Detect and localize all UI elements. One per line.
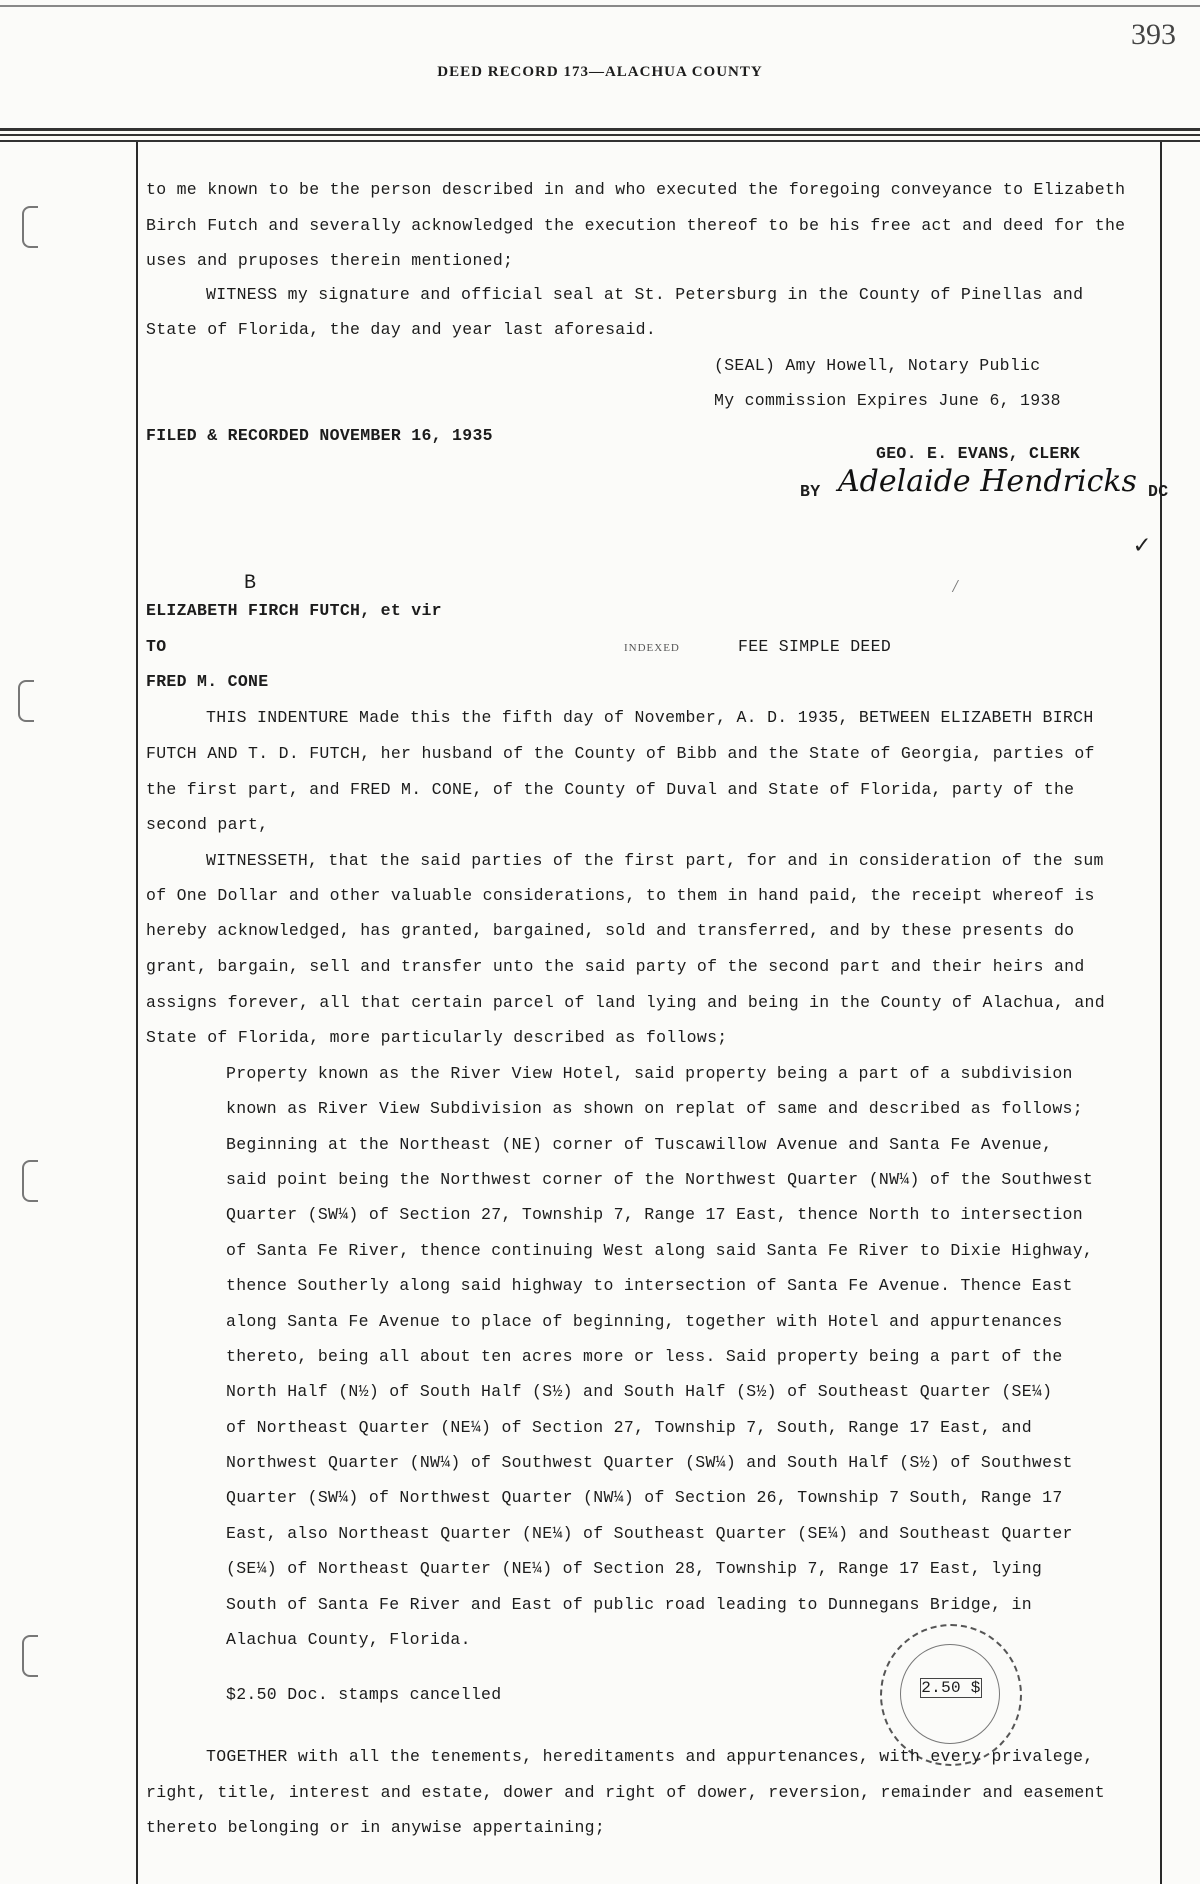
page-number: 393 [1131, 18, 1176, 51]
property-line: thereto, being all about ten acres more or less. Said property being a part of the [226, 1347, 1063, 1366]
page-title: DEED RECORD 173—ALACHUA COUNTY [437, 64, 763, 80]
deed-type: FEE SIMPLE DEED [738, 637, 892, 656]
indexed-stamp: INDEXED [624, 642, 680, 654]
witnesseth-line: State of Florida, more particularly described as follows; [146, 1028, 728, 1047]
commission-expiry-line: My commission Expires June 6, 1938 [714, 391, 1061, 410]
clerk-name: GEO. E. EVANS, CLERK [876, 444, 1081, 463]
indenture-line: second part, [146, 815, 269, 834]
property-line: Northwest Quarter (NW¼) of Southwest Quarter (SW¼) and South Half (S½) of Southwest [226, 1453, 1073, 1472]
seal-stamp-value: 2.50 $ [921, 1679, 981, 1697]
together-line: right, title, interest and estate, dower and right of dower, reversion, remainder and easement [146, 1783, 1105, 1802]
grantor-name: ELIZABETH FIRCH FUTCH, et vir [146, 601, 442, 620]
check-mark-icon: ✓ [1134, 531, 1150, 561]
acknowledgment-line: to me known to be the person described in and who executed the foregoing conveyance to Elizabeth [146, 180, 1126, 199]
header-rule-top [0, 128, 1200, 131]
pencil-mark-icon: ⁄ [950, 578, 961, 598]
doc-stamps-line: $2.50 Doc. stamps cancelled [226, 1685, 502, 1704]
property-line: Quarter (SW¼) of Northwest Quarter (NW¼) of Section 26, Township 7 South, Range 17 [226, 1488, 1063, 1507]
header-rule-bottom [0, 140, 1200, 142]
top-edge-line [0, 5, 1200, 7]
property-line: said point being the Northwest corner of the Northwest Quarter (NW¼) of the Southwest [226, 1170, 1094, 1189]
binder-hole [22, 1160, 38, 1202]
handwritten-correction: B [244, 572, 257, 595]
property-line: of Northeast Quarter (NE¼) of Section 27, Township 7, South, Range 17 East, and [226, 1418, 1032, 1437]
by-label: BY [800, 482, 821, 501]
notary-seal-line: (SEAL) Amy Howell, Notary Public [714, 356, 1041, 375]
property-line: Quarter (SW¼) of Section 27, Township 7, Range 17 East, thence North to intersection [226, 1205, 1083, 1224]
to-label: TO [146, 637, 167, 656]
together-line: TOGETHER with all the tenements, hereditaments and appurtenances, with every privalege, [206, 1747, 1094, 1766]
left-margin-line [136, 142, 138, 1884]
witnesseth-line: WITNESSETH, that the said parties of the first part, for and in consideration of the sum [206, 851, 1104, 870]
deputy-clerk-signature: Adelaide Hendricks [838, 464, 1137, 499]
indenture-line: THIS INDENTURE Made this the fifth day of November, A. D. 1935, BETWEEN ELIZABETH BIRCH [206, 708, 1094, 727]
property-line: North Half (N½) of South Half (S½) and South Half (S½) of Southeast Quarter (SE¼) [226, 1382, 1053, 1401]
property-line: Alachua County, Florida. [226, 1630, 471, 1649]
property-line: South of Santa Fe River and East of public road leading to Dunnegans Bridge, in [226, 1595, 1032, 1614]
witnesseth-line: of One Dollar and other valuable considerations, to them in hand paid, the receipt whereof is [146, 886, 1095, 905]
cancelled-stamp-seal [880, 1624, 1022, 1766]
witnesseth-line: grant, bargain, sell and transfer unto the said party of the second part and their heirs and [146, 957, 1085, 976]
acknowledgment-line: uses and pruposes therein mentioned; [146, 251, 514, 270]
property-line: along Santa Fe Avenue to place of beginning, together with Hotel and appurtenances [226, 1312, 1063, 1331]
property-line: Property known as the River View Hotel, said property being a part of a subdivision [226, 1064, 1073, 1083]
witness-line: WITNESS my signature and official seal at St. Petersburg in the County of Pinellas and [206, 285, 1084, 304]
acknowledgment-line: State of Florida, the day and year last aforesaid. [146, 320, 657, 339]
property-line: Beginning at the Northeast (NE) corner of Tuscawillow Avenue and Santa Fe Avenue, [226, 1135, 1053, 1154]
property-line: thence Southerly along said highway to intersection of Santa Fe Avenue. Thence East [226, 1276, 1073, 1295]
grantee-name: FRED M. CONE [146, 672, 269, 691]
property-line: of Santa Fe River, thence continuing West along said Santa Fe River to Dixie Highway, [226, 1241, 1094, 1260]
property-line: (SE¼) of Northeast Quarter (NE¼) of Section 28, Township 7, Range 17 East, lying [226, 1559, 1043, 1578]
indenture-line: FUTCH AND T. D. FUTCH, her husband of the County of Bibb and the State of Georgia, parties of [146, 744, 1095, 763]
binder-hole [22, 1635, 38, 1677]
witnesseth-line: hereby acknowledged, has granted, bargained, sold and transferred, and by these presents do [146, 921, 1075, 940]
binder-hole [22, 206, 38, 248]
property-line: known as River View Subdivision as shown on replat of same and described as follows; [226, 1099, 1083, 1118]
property-line: East, also Northeast Quarter (NE¼) of Southeast Quarter (SE¼) and Southeast Quarter [226, 1524, 1073, 1543]
binder-hole [18, 680, 34, 722]
witnesseth-line: assigns forever, all that certain parcel of land lying and being in the County of Alachua, and [146, 993, 1105, 1012]
filed-recorded-line: FILED & RECORDED NOVEMBER 16, 1935 [146, 426, 493, 445]
header-rule-middle [0, 134, 1200, 136]
acknowledgment-line: Birch Futch and severally acknowledged the execution thereof to be his free act and deed for the [146, 216, 1126, 235]
together-line: thereto belonging or in anywise appertaining; [146, 1818, 606, 1837]
right-margin-line [1160, 142, 1162, 1884]
deputy-clerk-abbrev: DC [1148, 482, 1169, 501]
indenture-line: the first part, and FRED M. CONE, of the County of Duval and State of Florida, party of the [146, 780, 1075, 799]
